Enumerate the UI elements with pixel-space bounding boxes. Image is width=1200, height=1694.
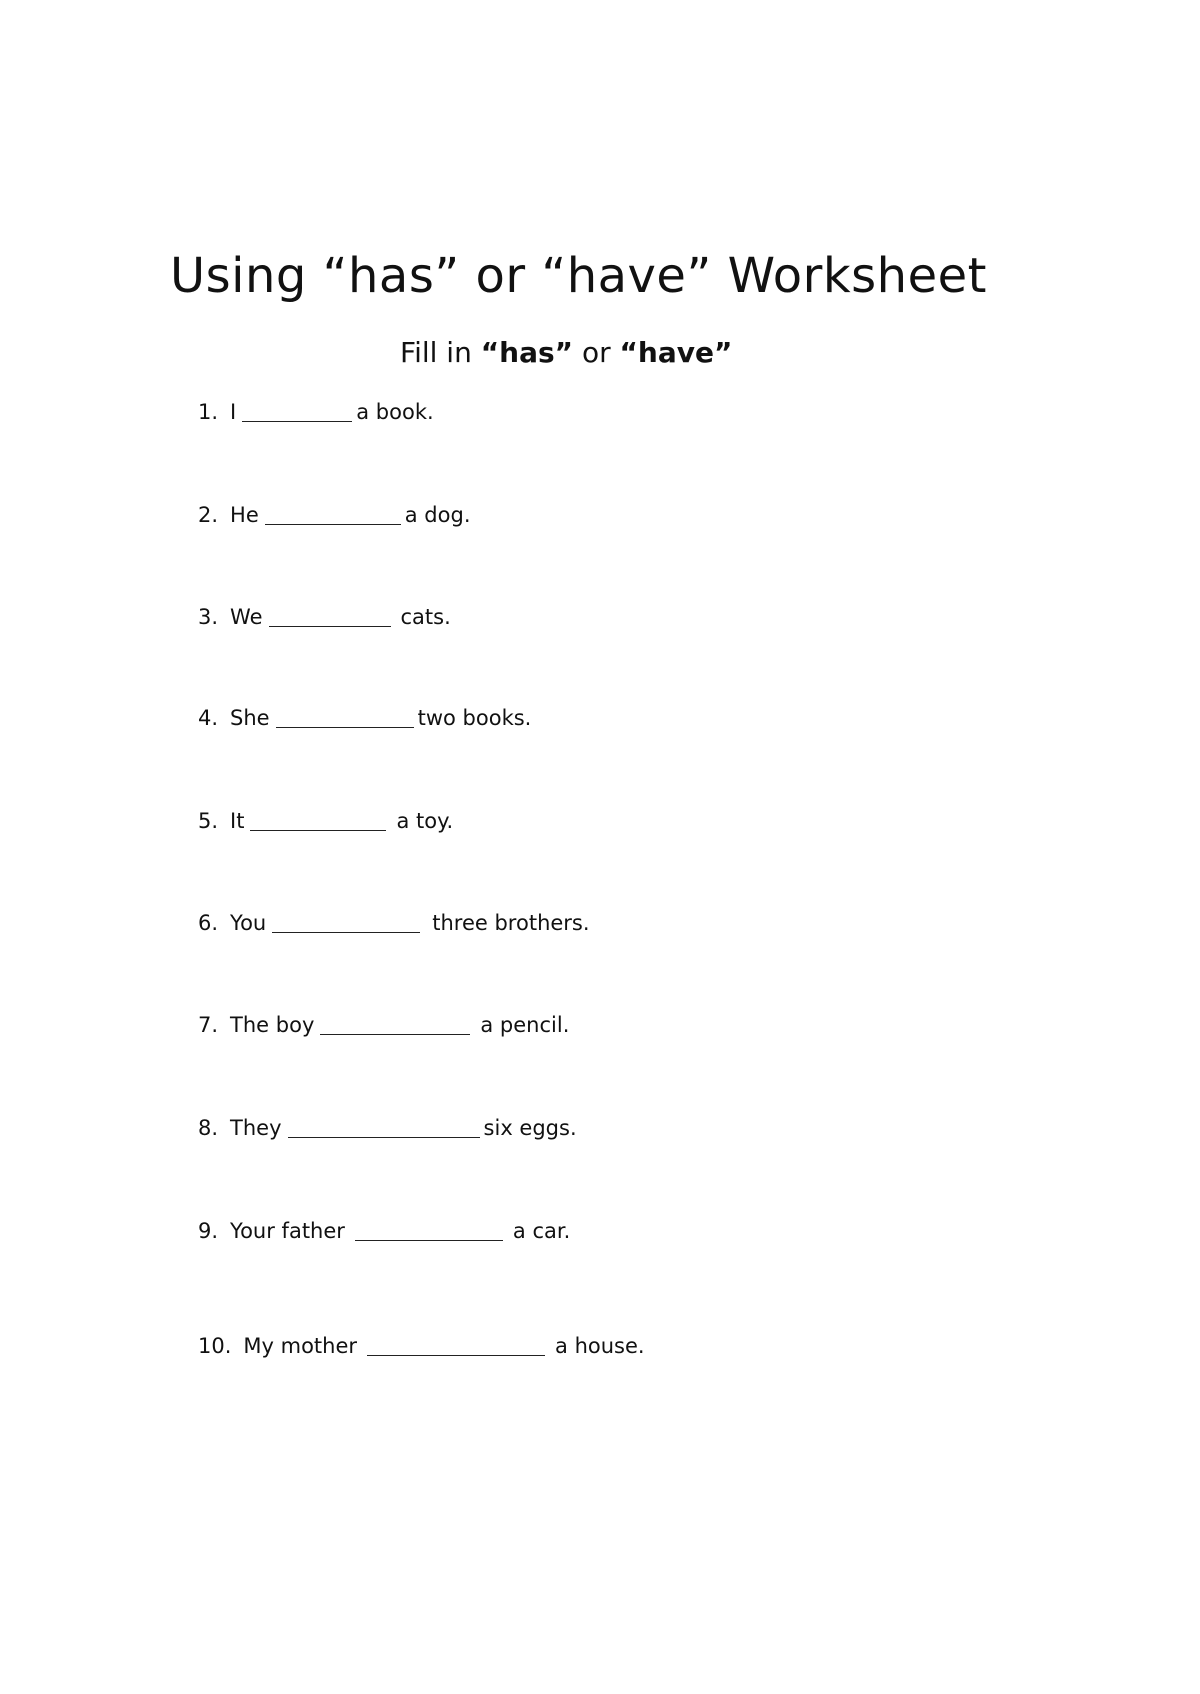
question-subject: He <box>230 503 259 527</box>
question-6 <box>198 911 590 935</box>
worksheet-title: Using “has” or “have” Worksheet <box>170 248 987 304</box>
answer-blank[interactable] <box>242 403 352 422</box>
question-number: 6. <box>198 911 219 935</box>
question-ending: a book. <box>356 400 434 424</box>
question-subject: They <box>230 1116 282 1140</box>
question-1 <box>198 400 434 424</box>
question-subject: The boy <box>230 1013 315 1037</box>
question-subject: You <box>230 911 267 935</box>
question-9 <box>198 1219 570 1243</box>
question-number: 10. <box>198 1334 232 1358</box>
question-ending: a toy. <box>396 809 454 833</box>
question-5 <box>198 809 453 833</box>
answer-blank[interactable] <box>269 608 391 627</box>
question-subject: She <box>230 706 270 730</box>
question-ending: cats. <box>400 605 451 629</box>
answer-blank[interactable] <box>250 812 386 831</box>
question-number: 3. <box>198 605 219 629</box>
question-2 <box>198 503 471 527</box>
question-number: 4. <box>198 706 219 730</box>
instructions-prefix: Fill in <box>400 336 481 369</box>
question-subject: It <box>230 809 245 833</box>
question-number: 8. <box>198 1116 219 1140</box>
question-3 <box>198 605 451 629</box>
question-10 <box>198 1334 645 1358</box>
question-ending: a house. <box>555 1334 645 1358</box>
instructions-word-have: “have” <box>619 336 733 369</box>
answer-blank[interactable] <box>272 914 420 933</box>
question-ending: a dog. <box>404 503 471 527</box>
question-subject: My mother <box>243 1334 358 1358</box>
question-subject: We <box>230 605 263 629</box>
question-ending: two books. <box>417 706 532 730</box>
question-ending: a car. <box>512 1219 571 1243</box>
question-ending: three brothers. <box>432 911 590 935</box>
answer-blank[interactable] <box>288 1119 480 1138</box>
question-subject: I <box>230 400 237 424</box>
answer-blank[interactable] <box>367 1337 545 1356</box>
worksheet-instructions <box>400 336 732 369</box>
question-number: 1. <box>198 400 219 424</box>
question-8 <box>198 1116 577 1140</box>
question-ending: a pencil. <box>480 1013 570 1037</box>
question-subject: Your father <box>230 1219 345 1243</box>
question-ending: six eggs. <box>483 1116 577 1140</box>
question-number: 7. <box>198 1013 219 1037</box>
question-number: 2. <box>198 503 219 527</box>
question-number: 9. <box>198 1219 219 1243</box>
answer-blank[interactable] <box>276 709 414 728</box>
question-number: 5. <box>198 809 219 833</box>
instructions-middle: or <box>573 336 620 369</box>
question-4 <box>198 706 531 730</box>
instructions-word-has: “has” <box>480 336 574 369</box>
question-7 <box>198 1013 569 1037</box>
answer-blank[interactable] <box>265 506 401 525</box>
answer-blank[interactable] <box>320 1016 470 1035</box>
answer-blank[interactable] <box>355 1222 503 1241</box>
